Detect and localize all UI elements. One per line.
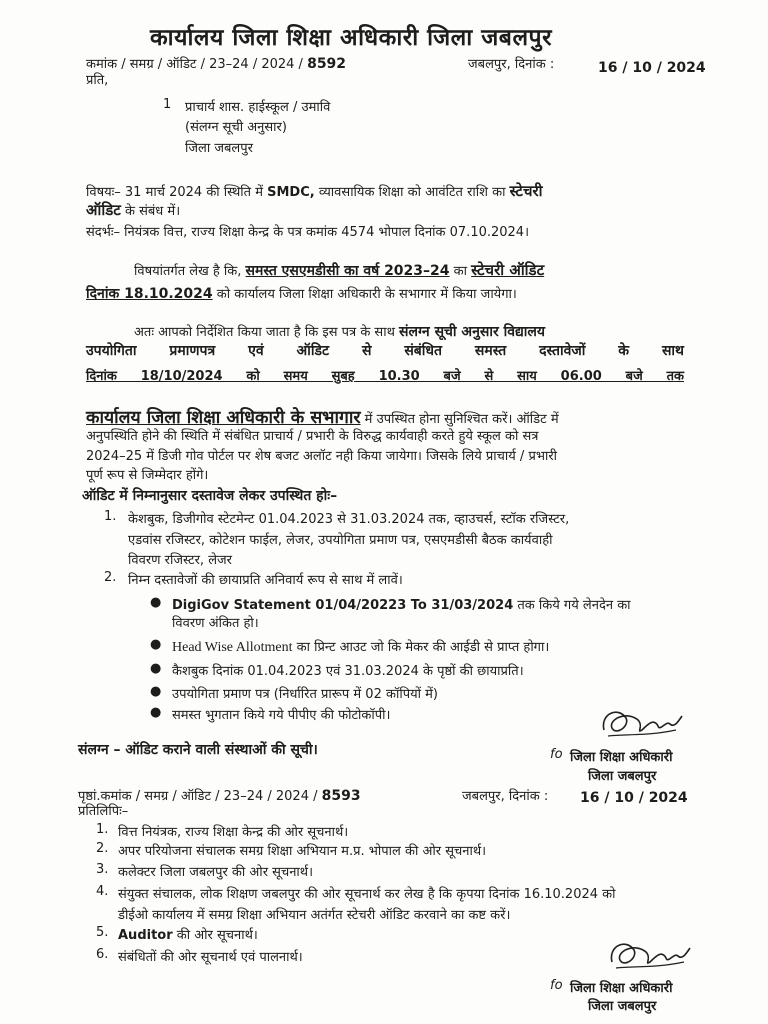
addressee-line1: प्राचार्य शास. हाईस्कूल / उमावि bbox=[185, 100, 331, 115]
endorsement-place-date-label: जबलपुर, दिनांक : bbox=[462, 789, 549, 804]
subject-part1: विषयः– 31 मार्च 2024 की स्थिति में bbox=[86, 185, 268, 200]
bullet-2-rest: का प्रिन्ट आउट जो कि मेकर की आईडी से प्राप्त होगा। bbox=[292, 640, 550, 655]
bullet-1-line2: विवरण अंकित हो। bbox=[172, 616, 259, 631]
para2-line5: अनुपस्थिति होने की स्थिति में संबंधित प्राचार्य / प्रभारी के विरुद्ध कार्यवाही करते हुये स्कूल को सत्र bbox=[86, 429, 539, 444]
copy-5-number: 5. bbox=[96, 925, 109, 940]
signature-1-handwriting bbox=[596, 700, 688, 748]
bullet-2-bold: Head Wise Allotment bbox=[172, 640, 293, 655]
para1-part2: समस्त एसएमडीसी का वर्ष 2023–24 bbox=[245, 263, 450, 279]
bullet-1-bold: DigiGov Statement 01/04/20223 To 31/03/2024 bbox=[172, 598, 514, 613]
copy-6-number: 6. bbox=[96, 947, 109, 962]
bullet-1-marker: ● bbox=[150, 595, 162, 610]
para2-line7: पूर्ण रूप से जिम्मेदार होंगे। bbox=[86, 468, 209, 483]
subject-line2-rest: के संबंध में। bbox=[120, 204, 181, 219]
copy-4-line2: डीईओ कार्यालय में समग्र शिक्षा अभियान अतंर्गत स्टेचरी ऑडिट करवाने का कष्ट करें। bbox=[118, 908, 511, 923]
bullet-4-text: उपयोगिता प्रमाण पत्र (निर्धारित प्रारूप में 02 कॉपियों में) bbox=[172, 687, 438, 702]
copy-5-bold: Auditor bbox=[118, 928, 173, 943]
signature-2-for: fo bbox=[550, 978, 563, 993]
copy-2-text: अपर परियोजना संचालक समग्र शिक्षा अभियान म.प्र. भोपाल की ओर सूचनार्थ। bbox=[118, 844, 487, 859]
para2-line1 bbox=[134, 322, 545, 341]
signature-1-line2: जिला जबलपुर bbox=[588, 769, 657, 784]
endorsement-ref-number: 8593 bbox=[321, 788, 361, 804]
subject-reference: संदर्भः– नियंत्रक वित्त, राज्य शिक्षा केन्द्र के पत्र कमांक 4574 भोपाल दिनांक 07.10.2024। bbox=[86, 225, 529, 240]
reference-number-line bbox=[86, 54, 346, 72]
copy-3-text: कलेक्टर जिला जबलपुर की ओर सूचनार्थ। bbox=[118, 865, 314, 880]
para2-line1-part2: संलग्न सूची अनुसार विद्यालय bbox=[399, 324, 546, 340]
copy-4-number: 4. bbox=[96, 884, 109, 899]
reference-prefix: कमांक / समग्र / ऑडिट / 23–24 / 2024 / bbox=[86, 57, 303, 72]
para1-line2-rest: को कार्यालय जिला शिक्षा अधिकारी के सभागार में किया जायेगा। bbox=[212, 287, 517, 302]
copy-6-text: संबंधितों की ओर सूचनार्थ एवं पालनार्थ। bbox=[118, 950, 303, 965]
addressee-line3: जिला जबलपुर bbox=[185, 141, 253, 156]
signature-1-line1: जिला शिक्षा अधिकारी bbox=[570, 750, 673, 765]
para2-line6: 2024–25 में डिजी गोव पोर्टल पर शेष बजट अलॉट नही किया जायेगा। जिसके लिये प्राचार्य / प्रभारी bbox=[86, 449, 558, 464]
endorsement-date: 16 / 10 / 2024 bbox=[580, 790, 688, 806]
copy-5-rest: की ओर सूचनार्थ। bbox=[172, 928, 258, 943]
bullet-4-marker: ● bbox=[150, 684, 162, 699]
copy-1-number: 1. bbox=[96, 822, 109, 837]
copy-4-line1: संयुक्त संचालक, लोक शिक्षण जबलपुर की ओर सूचनार्थ कर लेख है कि कृपया दिनांक 16.10.2024 को bbox=[118, 887, 616, 902]
bullet-3-marker: ● bbox=[150, 661, 162, 676]
signature-2-line1: जिला शिक्षा अधिकारी bbox=[570, 981, 673, 996]
para2-line4-bold: कार्यालय जिला शिक्षा अधिकारी के सभागार bbox=[86, 408, 361, 428]
copy-2-number: 2. bbox=[96, 841, 109, 856]
copy-label: प्रतिलिपिः– bbox=[78, 804, 129, 819]
subject-line2-bold: ऑडिट bbox=[86, 201, 121, 219]
prati-label: प्रति, bbox=[86, 73, 109, 88]
bullet-3-text: कैशबुक दिनांक 01.04.2023 एवं 31.03.2024 के पृष्ठों की छायाप्रति। bbox=[172, 664, 524, 679]
para1-line1 bbox=[134, 260, 544, 280]
addressee-line2: (संलग्न सूची अनुसार) bbox=[185, 120, 287, 135]
enclosure-note: संलग्न – ऑडिट कराने वाली संस्थाओं की सूची। bbox=[78, 742, 318, 758]
bullet-2-marker: ● bbox=[150, 637, 162, 652]
copy-3-number: 3. bbox=[96, 862, 109, 877]
para2-line2: उपयोगिता प्रमाणपत्र एवं ऑडिट से संबंधित समस्त दस्तावेजों के साथ bbox=[86, 343, 684, 359]
subject-part3: व्यावसायिक शिक्षा को आवंटित राशि का bbox=[314, 185, 510, 200]
copy-1-text: वित्त नियंत्रक, राज्य शिक्षा केन्द्र की ओर सूचनार्थ। bbox=[118, 825, 349, 840]
bullet-1-line1 bbox=[172, 595, 631, 613]
docs-item2-text: निम्न दस्तावेजों की छायाप्रति अनिवार्य रूप से साथ में लावें। bbox=[128, 573, 403, 588]
para2-line3: दिनांक 18/10/2024 को समय सुबह 10.30 बजे से साय 06.00 बजे तक bbox=[86, 369, 684, 384]
docs-heading: ऑडिट में निम्नानुसार दस्तावेज लेकर उपस्थित होः– bbox=[82, 488, 338, 504]
para1-part4: स्टेचरी ऑडिट bbox=[471, 261, 545, 279]
docs-item1-line1: केशबुक, डिजीगोव स्टेटमेन्ट 01.04.2023 से 31.03.2024 तक, व्हाउचर्स, स्टॉक रजिस्टर, bbox=[128, 512, 570, 527]
reference-number: 8592 bbox=[307, 56, 347, 72]
bullet-2-text bbox=[172, 637, 549, 656]
letter-date: 16 / 10 / 2024 bbox=[598, 60, 706, 76]
para1-part1: विषयांतर्गत लेख है कि, bbox=[134, 264, 246, 279]
para2-line4-rest: में उपस्थित होना सुनिश्चित करें। ऑडिट में bbox=[360, 412, 559, 427]
docs-item1-line2: एडवांस रजिस्टर, कोटेशन फाईल, लेजर, उपयोगिता प्रमाण पत्र, एसएमडीसी बैठक कार्यवाही bbox=[128, 533, 553, 548]
signature-1-for: fo bbox=[550, 747, 563, 762]
copy-5-text bbox=[118, 925, 258, 943]
endorsement-ref-prefix: पृष्ठां.कमांक / समग्र / ऑडिट / 23–24 / 2024 / bbox=[78, 789, 318, 804]
subject-part2: SMDC, bbox=[267, 185, 315, 200]
subject-line1 bbox=[86, 181, 543, 201]
signature-2-line2: जिला जबलपुर bbox=[588, 999, 657, 1014]
docs-item1-line3: विवरण रजिस्टर, लेजर bbox=[128, 553, 232, 568]
bullet-5-marker: ● bbox=[150, 705, 162, 720]
place-date-label: जबलपुर, दिनांक : bbox=[468, 57, 555, 72]
bullet-1-rest: तक किये गये लेनदेन का bbox=[513, 598, 631, 613]
docs-item1-number: 1. bbox=[104, 509, 117, 524]
para1-part3: का bbox=[449, 264, 472, 279]
para2-line1-part1: अतः आपको निर्देशित किया जाता है कि इस पत्र के साथ bbox=[134, 325, 400, 340]
subject-line2 bbox=[86, 200, 180, 220]
subject-part4: स्टेचरी bbox=[509, 182, 543, 200]
para1-line2 bbox=[86, 284, 517, 303]
para1-line2-bold: दिनांक 18.10.2024 bbox=[86, 286, 213, 302]
office-title: कार्यालय जिला शिक्षा अधिकारी जिला जबलपुर bbox=[150, 25, 553, 51]
addressee-number: 1 bbox=[163, 97, 172, 112]
bullet-5-text: समस्त भुगतान किये गये पीपीए की फोटोकॉपी। bbox=[172, 708, 391, 723]
signature-2-handwriting bbox=[604, 932, 696, 980]
docs-item2-number: 2. bbox=[104, 570, 117, 585]
